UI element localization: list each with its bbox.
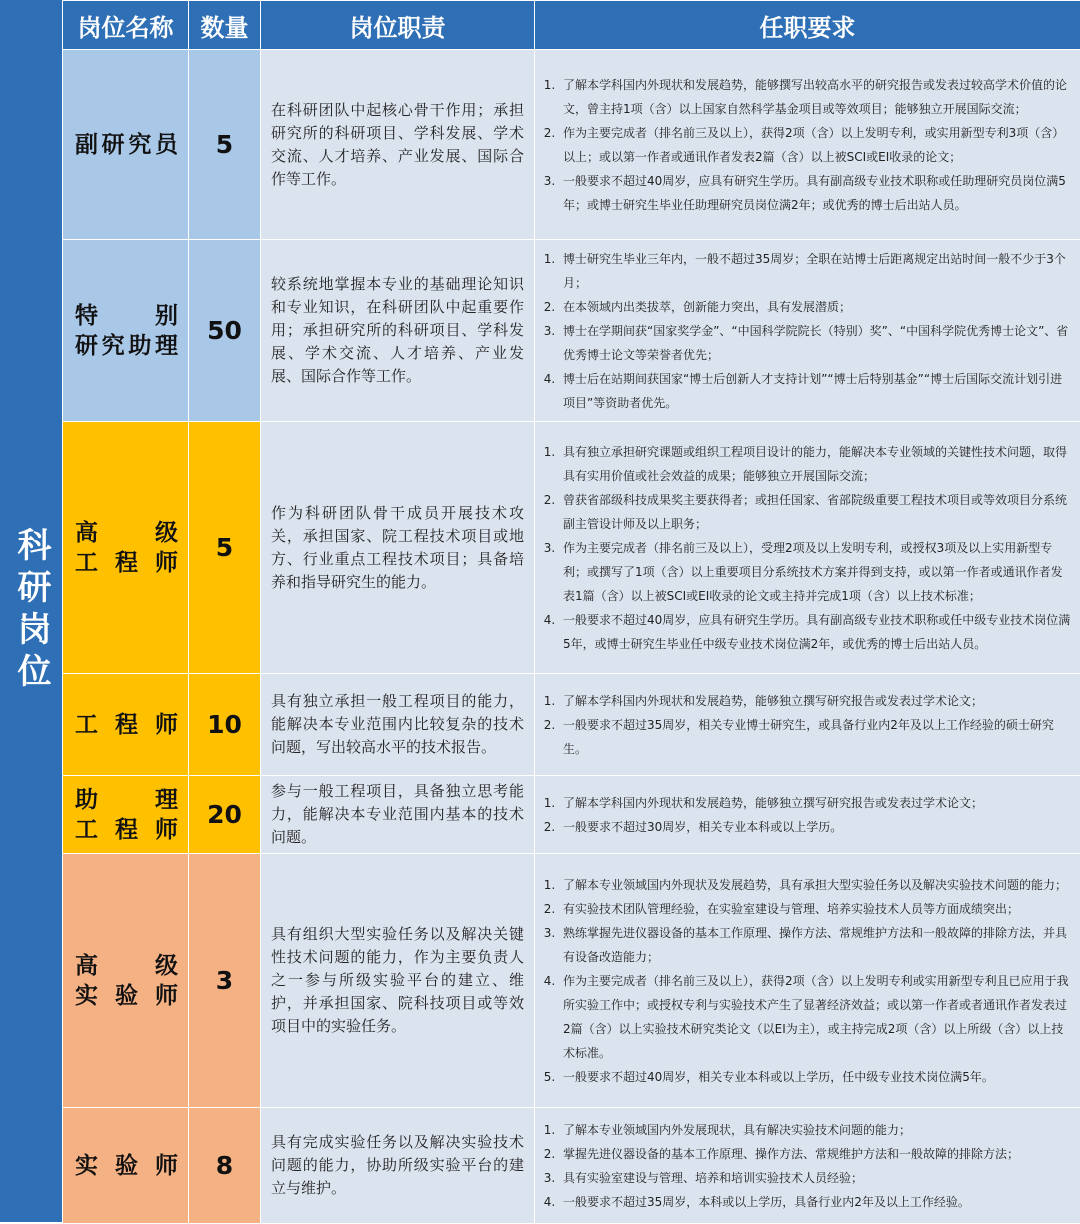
- table-row: [63, 854, 1080, 1108]
- requirement-item: 2. 在本领域内出类拔萃，创新能力突出，具有发展潜质；: [559, 295, 1074, 319]
- requirement-item: 4. 博士后在站期间获国家“博士后创新人才支持计划”“博士后特别基金”“博士后国际交流计划引进项目”等资助者优先。: [559, 367, 1074, 415]
- position-name-line: 助 理: [75, 785, 178, 815]
- requirement-item: 1. 了解本学科国内外现状和发展趋势，能够独立撰写研究报告或发表过学术论文；: [559, 689, 1074, 713]
- requirements-list: [539, 689, 1074, 761]
- requirement-item: 3. 具有实验室建设与管理、培养和培训实验技术人员经验；: [559, 1166, 1074, 1190]
- position-requirements: [535, 50, 1080, 240]
- requirement-item: 3. 熟练掌握先进仪器设备的基本工作原理、操作方法、常规维护方法和一般故障的排除方法，并具有设备改造能力；: [559, 921, 1074, 969]
- position-duty: 具有完成实验任务以及解决实验技术问题的能力，协助所级实验平台的建立与维护。: [261, 1108, 535, 1224]
- position-name: [63, 1108, 189, 1224]
- table-row: [63, 50, 1080, 240]
- requirement-item: 1. 了解本学科国内外现状和发展趋势，能够撰写出较高水平的研究报告或发表过较高学术价值的论文，曾主持1项（含）以上国家自然科学基金项目或等效项目；能够独立开展国际交流；: [559, 73, 1074, 121]
- requirement-item: 4. 一般要求不超过40周岁，应具有研究生学历。具有副高级专业技术职称或任中级专业技术岗位满5年，或博士研究生毕业任中级专业技术岗位满2年，或优秀的博士后出站人员。: [559, 608, 1074, 656]
- position-requirements: [535, 854, 1080, 1108]
- requirements-list: [539, 1118, 1074, 1214]
- requirement-item: 3. 一般要求不超过40周岁，应具有研究生学历。具有副高级专业技术职称或任助理研究员岗位满5年；或博士研究生毕业任助理研究员岗位满2年；或优秀的博士后出站人员。: [559, 169, 1074, 217]
- requirement-item: 2. 曾获省部级科技成果奖主要获得者；或担任国家、省部院级重要工程技术项目或等效项目分系统副主管设计师及以上职务；: [559, 488, 1074, 536]
- table-row: [63, 1108, 1080, 1224]
- position-name: [63, 240, 189, 422]
- requirement-item: 5. 一般要求不超过40周岁，相关专业本科或以上学历，任中级专业技术岗位满5年。: [559, 1065, 1074, 1089]
- table-row: [63, 240, 1080, 422]
- requirement-item: 2. 一般要求不超过35周岁，相关专业博士研究生，或具备行业内2年及以上工作经验的硕士研究生。: [559, 713, 1074, 761]
- position-requirements: [535, 422, 1080, 674]
- requirements-list: [539, 73, 1074, 217]
- position-name-line: 副研究员: [75, 130, 178, 160]
- position-name: [63, 854, 189, 1108]
- requirement-item: 2. 有实验技术团队管理经验，在实验室建设与管理、培养实验技术人员等方面成绩突出；: [559, 897, 1074, 921]
- header-duty: 岗位职责: [261, 1, 535, 50]
- position-requirements: [535, 240, 1080, 422]
- position-name: [63, 50, 189, 240]
- position-count: 50: [189, 240, 261, 422]
- position-requirements: [535, 674, 1080, 776]
- position-count: 3: [189, 854, 261, 1108]
- requirements-list: [539, 440, 1074, 656]
- category-sidebar: [0, 0, 62, 1222]
- position-count: 10: [189, 674, 261, 776]
- position-count: 5: [189, 422, 261, 674]
- table-row: [63, 674, 1080, 776]
- requirement-item: 1. 具有独立承担研究课题或组织工程项目设计的能力，能解决本专业领域的关键性技术问题，取得具有实用价值或社会效益的成果；能够独立开展国际交流；: [559, 440, 1074, 488]
- requirement-item: 3. 博士在学期间获“国家奖学金”、“中国科学院院长（特别）奖”、“中国科学院优秀博士论文”、省优秀博士论文等荣誉者优先；: [559, 319, 1074, 367]
- requirement-item: 3. 作为主要完成者（排名前三及以上），受理2项及以上发明专利，或授权3项及以上实用新型专利；或撰写了1项（含）以上重要项目分系统技术方案并得到支持，或以第一作者或通讯作者发表1篇（含）以上被SCI或EI收录的论文或主持并完成1项（含）以上技术标准；: [559, 536, 1074, 608]
- position-count: 20: [189, 776, 261, 854]
- requirements-list: [539, 247, 1074, 415]
- position-name: [63, 776, 189, 854]
- table-row: [63, 422, 1080, 674]
- positions-table: [62, 0, 1080, 1224]
- requirements-list: [539, 791, 1074, 839]
- position-requirements: [535, 1108, 1080, 1224]
- position-name-line: 高 级: [75, 951, 178, 981]
- position-name-line: 工程师: [75, 548, 178, 578]
- position-name-line: 研究助理: [75, 331, 178, 361]
- position-count: 8: [189, 1108, 261, 1224]
- position-duty: 较系统地掌握本专业的基础理论知识和专业知识，在科研团队中起重要作用；承担研究所的科研项目、学科发展、学术交流、人才培养、产业发展、国际合作等工作。: [261, 240, 535, 422]
- requirement-item: 2. 掌握先进仪器设备的基本工作原理、操作方法、常规维护方法和一般故障的排除方法；: [559, 1142, 1074, 1166]
- requirements-list: [539, 873, 1074, 1089]
- requirement-item: 1. 博士研究生毕业三年内，一般不超过35周岁；全职在站博士后距离规定出站时间一般不少于3个月；: [559, 247, 1074, 295]
- position-name: [63, 674, 189, 776]
- position-name-line: 工程师: [75, 815, 178, 845]
- requirement-item: 4. 作为主要完成者（排名前三及以上），获得2项（含）以上发明专利或实用新型专利且已应用于我所实验工作中；或授权专利与实验技术产生了显著经济效益；或以第一作者或者通讯作者发表过2篇（含）以上实验技术研究类论文（以EI为主），或主持完成2项（含）以上所级（含）以上技术标准。: [559, 969, 1074, 1065]
- header-name: 岗位名称: [63, 1, 189, 50]
- position-duty: 具有组织大型实验任务以及解决关键性技术问题的能力，作为主要负责人之一参与所级实验平台的建立、维护，并承担国家、院科技项目或等效项目中的实验任务。: [261, 854, 535, 1108]
- position-name-line: 高 级: [75, 518, 178, 548]
- position-duty: 在科研团队中起核心骨干作用；承担研究所的科研项目、学科发展、学术交流、人才培养、产业发展、国际合作等工作。: [261, 50, 535, 240]
- position-duty: 作为科研团队骨干成员开展技术攻关，承担国家、院工程技术项目或地方、行业重点工程技术项目；具备培养和指导研究生的能力。: [261, 422, 535, 674]
- requirement-item: 2. 一般要求不超过30周岁，相关专业本科或以上学历。: [559, 815, 1074, 839]
- position-duty: 具有独立承担一般工程项目的能力，能解决本专业范围内比较复杂的技术问题，写出较高水平的技术报告。: [261, 674, 535, 776]
- requirement-item: 4. 一般要求不超过35周岁，本科或以上学历，具备行业内2年及以上工作经验。: [559, 1190, 1074, 1214]
- position-duty: 参与一般工程项目，具备独立思考能力，能解决本专业范围内基本的技术问题。: [261, 776, 535, 854]
- position-requirements: [535, 776, 1080, 854]
- position-name-line: 实验师: [75, 1151, 178, 1181]
- header-row: [63, 1, 1080, 50]
- position-name-line: 特 别: [75, 301, 178, 331]
- requirement-item: 1. 了解本学科国内外现状和发展趋势，能够独立撰写研究报告或发表过学术论文；: [559, 791, 1074, 815]
- position-name: [63, 422, 189, 674]
- requirement-item: 2. 作为主要完成者（排名前三及以上），获得2项（含）以上发明专利，或实用新型专利3项（含）以上；或以第一作者或通讯作者发表2篇（含）以上被SCI或EI收录的论文；: [559, 121, 1074, 169]
- header-count: 数量: [189, 1, 261, 50]
- position-name-line: 工程师: [75, 710, 178, 740]
- category-label: 科研岗位: [14, 527, 48, 695]
- requirement-item: 1. 了解本专业领域国内外现状及发展趋势，具有承担大型实验任务以及解决实验技术问题的能力；: [559, 873, 1074, 897]
- position-count: 5: [189, 50, 261, 240]
- requirement-item: 1. 了解本专业领域国内外发展现状，具有解决实验技术问题的能力；: [559, 1118, 1074, 1142]
- table-row: [63, 776, 1080, 854]
- position-name-line: 实验师: [75, 981, 178, 1011]
- header-requirements: 任职要求: [535, 1, 1080, 50]
